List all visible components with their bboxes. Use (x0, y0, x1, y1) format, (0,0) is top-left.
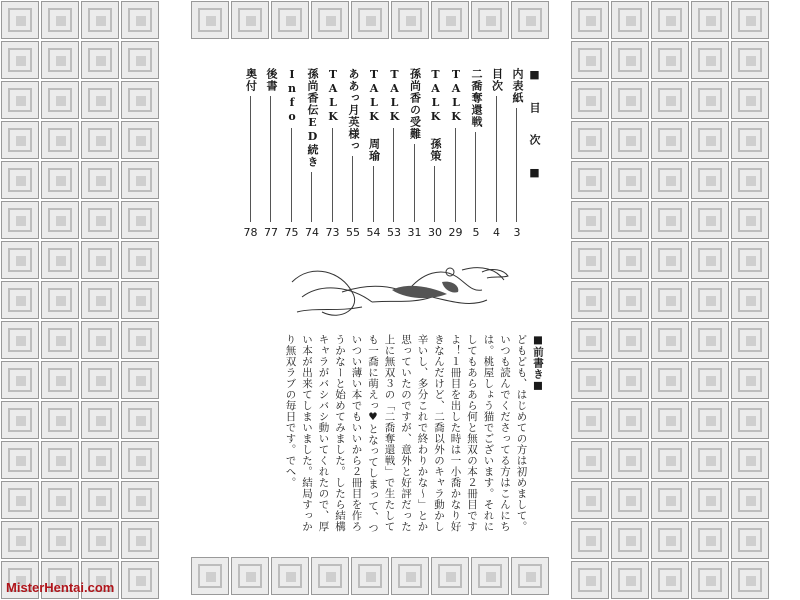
toc-leader-line (475, 132, 476, 222)
border-tile (121, 241, 159, 279)
border-tile (81, 1, 119, 39)
border-tile (731, 41, 769, 79)
border-tile (121, 201, 159, 239)
border-tile (121, 281, 159, 319)
border-tile (81, 161, 119, 199)
border-tile (81, 81, 119, 119)
border-tile (121, 401, 159, 439)
preface-line: どもども、はじめての方は初めまして。 (515, 334, 528, 532)
toc-entry[interactable] (490, 68, 504, 240)
border-tile (611, 321, 649, 359)
preface-line: いつも読んでくださってる方はこんにち (499, 334, 511, 532)
bottom-border-pattern (190, 556, 570, 600)
toc-leader-line (455, 128, 456, 222)
border-tile (571, 41, 609, 79)
border-tile (1, 241, 39, 279)
border-tile (571, 441, 609, 479)
toc-leader-line (496, 96, 497, 222)
border-tile (81, 241, 119, 279)
toc-entry[interactable] (510, 68, 524, 240)
toc-page-number: 5 (472, 226, 480, 239)
border-tile (311, 557, 349, 595)
toc-entry[interactable] (346, 68, 360, 240)
border-tile (571, 361, 609, 399)
border-tile (611, 81, 649, 119)
toc-page-number: 55 (346, 226, 360, 239)
toc-leader-line (270, 96, 271, 222)
border-tile (571, 81, 609, 119)
border-tile (81, 321, 119, 359)
border-tile (81, 401, 119, 439)
border-tile (731, 241, 769, 279)
toc-entry[interactable] (326, 68, 340, 240)
border-tile (271, 1, 309, 39)
border-tile (691, 41, 729, 79)
border-tile (81, 361, 119, 399)
border-tile (41, 1, 79, 39)
border-tile (81, 481, 119, 519)
border-tile (691, 161, 729, 199)
border-tile (571, 401, 609, 439)
preface-line: り無双ラブの毎日です。でへ。 (284, 334, 297, 488)
border-tile (611, 561, 649, 599)
preface-line: キャラがバシバシ動いてくれたので、厚 (317, 334, 330, 532)
toc-leader-line (291, 128, 292, 222)
toc-entry[interactable] (408, 68, 422, 240)
border-tile (651, 161, 689, 199)
border-tile (41, 521, 79, 559)
border-tile (121, 481, 159, 519)
border-tile (1, 161, 39, 199)
border-tile (691, 241, 729, 279)
preface-line: きなんだけど、二喬以外のキャラ動かし (433, 334, 445, 532)
toc-leader-line (311, 172, 312, 222)
border-tile (391, 557, 429, 595)
toc-leader-line (352, 156, 353, 222)
border-tile (731, 161, 769, 199)
border-tile (1, 1, 39, 39)
border-tile (431, 1, 469, 39)
preface-line: は。桃屋しょう猫でございます。それに (482, 334, 495, 532)
border-tile (731, 441, 769, 479)
toc-entry-title: 奥付 (244, 68, 258, 92)
toc-leader-line (250, 96, 251, 222)
border-tile (41, 481, 79, 519)
border-tile (191, 557, 229, 595)
border-tile (611, 521, 649, 559)
toc-entry-title: 二喬奪還戦 (470, 68, 483, 128)
border-tile (571, 321, 609, 359)
border-tile (1, 481, 39, 519)
border-tile (691, 401, 729, 439)
toc-entry-title: 孫尚香伝ED続き (306, 68, 319, 168)
border-tile (41, 321, 79, 359)
border-tile (571, 561, 609, 599)
toc-entry[interactable] (449, 68, 463, 240)
toc-entry-title: 後書 (265, 68, 278, 92)
border-tile (231, 1, 269, 39)
border-tile (691, 281, 729, 319)
border-tile (731, 401, 769, 439)
border-tile (41, 241, 79, 279)
border-tile (691, 561, 729, 599)
toc-leader-line (434, 166, 435, 222)
border-tile (691, 481, 729, 519)
toc-page-number: 74 (305, 226, 319, 239)
toc-entry[interactable] (469, 68, 483, 240)
toc-leader-line (373, 166, 374, 222)
border-tile (271, 557, 309, 595)
border-tile (571, 521, 609, 559)
border-tile (1, 401, 39, 439)
toc-entry-title: TALK (449, 68, 463, 124)
toc-page-number: 78 (243, 226, 258, 239)
toc-entry[interactable] (428, 68, 442, 240)
left-border-pattern (0, 0, 190, 600)
phoenix-illustration (282, 252, 512, 332)
border-tile (731, 481, 769, 519)
toc-page-number: 29 (448, 226, 463, 239)
preface-line: 思っていたのですが、意外と好評だった (400, 334, 412, 532)
border-tile (691, 121, 729, 159)
border-tile (691, 321, 729, 359)
border-tile (471, 557, 509, 595)
toc-page-number: 77 (264, 226, 278, 239)
preface-line: も一喬に萌えっ♥となってしまって、つ (367, 334, 379, 534)
toc-leader-line (414, 144, 415, 222)
border-tile (611, 1, 649, 39)
toc-entry[interactable] (387, 68, 401, 240)
border-tile (81, 441, 119, 479)
toc-page-number: 4 (493, 226, 500, 239)
border-tile (611, 401, 649, 439)
preface-heading: ■前書き■ (532, 334, 544, 392)
border-tile (121, 321, 159, 359)
border-tile (651, 1, 689, 39)
border-tile (41, 441, 79, 479)
border-tile (571, 281, 609, 319)
border-tile (41, 201, 79, 239)
site-watermark-link[interactable]: MisterHentai.com (6, 580, 115, 595)
border-tile (651, 281, 689, 319)
border-tile (571, 121, 609, 159)
border-tile (41, 361, 79, 399)
border-tile (121, 561, 159, 599)
border-tile (121, 81, 159, 119)
toc-entry-title: 目次 (490, 68, 504, 92)
border-tile (651, 81, 689, 119)
border-tile (571, 481, 609, 519)
preface-line: うかなーと始めてみました。したら結構 (334, 334, 346, 532)
toc-page-number: 53 (387, 226, 401, 239)
border-tile (651, 481, 689, 519)
toc-entry[interactable] (285, 68, 299, 240)
border-tile (731, 561, 769, 599)
border-tile (1, 201, 39, 239)
preface-line: よ！１冊目を出した時は一小喬かなり好 (449, 334, 462, 532)
border-tile (731, 201, 769, 239)
border-tile (391, 1, 429, 39)
toc-entry-title: ああっ月英様っ (347, 68, 360, 152)
toc-leader-line (516, 108, 517, 222)
border-tile (611, 441, 649, 479)
border-tile (41, 41, 79, 79)
border-tile (611, 201, 649, 239)
preface-line: してもあらあら何と無双の本２冊目です (466, 334, 478, 532)
toc-leader-line (393, 128, 394, 222)
border-tile (651, 521, 689, 559)
preface-text (254, 334, 546, 542)
toc-entry[interactable] (305, 68, 319, 240)
border-tile (571, 201, 609, 239)
toc-page-number: 30 (428, 226, 442, 239)
border-tile (121, 1, 159, 39)
right-border-pattern (570, 0, 800, 600)
border-tile (571, 1, 609, 39)
border-tile (651, 561, 689, 599)
preface-line: いつい薄い本でもいいから２冊目を作ろ (350, 334, 363, 532)
border-tile (691, 1, 729, 39)
toc-entry[interactable] (244, 68, 258, 240)
border-tile (611, 41, 649, 79)
border-tile (691, 81, 729, 119)
toc-entry-title: 孫尚香の受難 (408, 68, 422, 140)
border-tile (611, 161, 649, 199)
border-tile (731, 321, 769, 359)
border-tile (611, 481, 649, 519)
border-tile (1, 321, 39, 359)
border-tile (121, 441, 159, 479)
border-tile (191, 1, 229, 39)
toc-entry-title: 内表紙 (511, 68, 524, 104)
border-tile (81, 41, 119, 79)
border-tile (41, 121, 79, 159)
toc-entry-title: TALK (388, 68, 401, 124)
border-tile (431, 557, 469, 595)
border-tile (691, 441, 729, 479)
border-tile (41, 81, 79, 119)
border-tile (351, 557, 389, 595)
border-tile (731, 361, 769, 399)
toc-entry-title: TALK 周瑜 (367, 68, 381, 162)
border-tile (651, 201, 689, 239)
toc-page-number: 54 (366, 226, 381, 239)
border-tile (121, 121, 159, 159)
border-tile (511, 557, 549, 595)
border-tile (311, 1, 349, 39)
toc-entry-title: TALK (326, 68, 340, 124)
toc-entry[interactable] (264, 68, 278, 240)
border-tile (731, 1, 769, 39)
border-tile (731, 521, 769, 559)
border-tile (651, 361, 689, 399)
border-tile (81, 121, 119, 159)
border-tile (1, 521, 39, 559)
toc-page-number: 75 (284, 226, 299, 239)
border-tile (471, 1, 509, 39)
border-tile (1, 281, 39, 319)
toc-entry[interactable] (367, 68, 381, 240)
border-tile (691, 361, 729, 399)
border-tile (1, 121, 39, 159)
border-tile (611, 361, 649, 399)
border-tile (81, 201, 119, 239)
top-border-pattern (190, 0, 570, 40)
border-tile (611, 241, 649, 279)
border-tile (1, 441, 39, 479)
preface-line: 辛いし、多分これで終わりかな〜」とか (416, 334, 429, 532)
border-tile (651, 121, 689, 159)
border-tile (41, 401, 79, 439)
border-tile (571, 241, 609, 279)
border-tile (121, 161, 159, 199)
border-tile (731, 281, 769, 319)
border-tile (121, 361, 159, 399)
border-tile (41, 161, 79, 199)
border-tile (1, 81, 39, 119)
preface-line: 上に無双３の「二喬奪還戦」で生たして (383, 334, 396, 532)
border-tile (351, 1, 389, 39)
border-tile (691, 521, 729, 559)
table-of-contents (243, 68, 550, 248)
border-tile (651, 401, 689, 439)
toc-page-number: 3 (513, 226, 521, 239)
border-tile (1, 361, 39, 399)
border-tile (731, 121, 769, 159)
border-tile (121, 41, 159, 79)
border-tile (651, 321, 689, 359)
preface-line: い本が出来てしまいました。結局すっか (301, 334, 313, 532)
toc-entry-title: Info (285, 68, 299, 124)
toc-entry-title: TALK 孫策 (429, 68, 442, 162)
border-tile (691, 201, 729, 239)
toc-leader-line (332, 128, 333, 222)
border-tile (81, 521, 119, 559)
border-tile (611, 281, 649, 319)
border-tile (1, 41, 39, 79)
toc-heading: ■ 目 次 ■ (528, 68, 541, 183)
toc-page-number: 31 (407, 226, 422, 239)
border-tile (231, 557, 269, 595)
toc-page-number: 73 (325, 226, 340, 239)
border-tile (651, 441, 689, 479)
border-tile (571, 161, 609, 199)
border-tile (611, 121, 649, 159)
border-tile (731, 81, 769, 119)
border-tile (81, 281, 119, 319)
border-tile (41, 281, 79, 319)
border-tile (121, 521, 159, 559)
border-tile (651, 241, 689, 279)
border-tile (651, 41, 689, 79)
border-tile (511, 1, 549, 39)
